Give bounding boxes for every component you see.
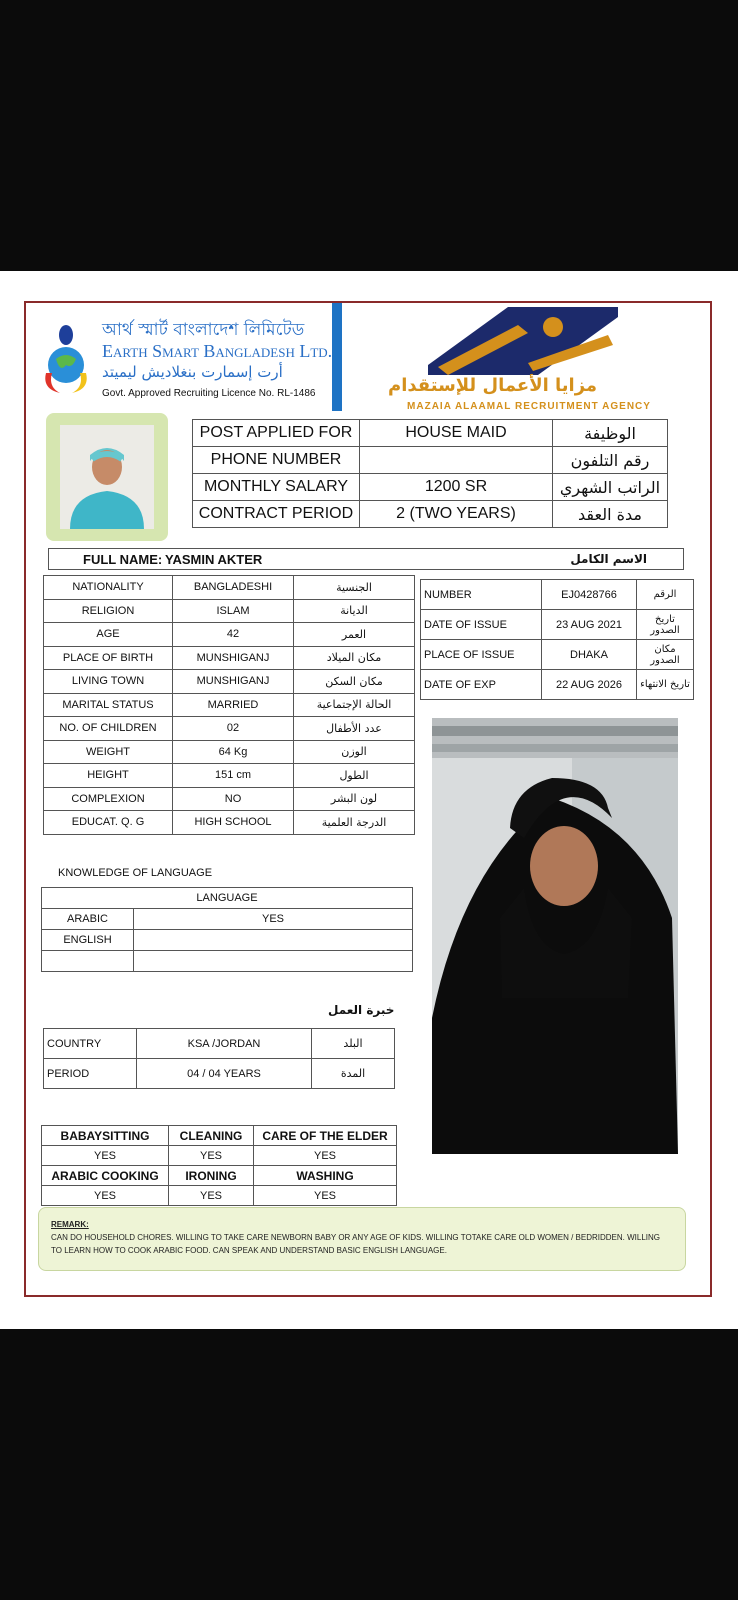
skill-header: CLEANING <box>169 1126 254 1146</box>
personal-arabic: مكان السكن <box>294 670 415 694</box>
globe-logo-icon <box>38 321 94 399</box>
full-name-value: YASMIN AKTER <box>165 552 263 567</box>
language-value: YES <box>134 909 413 930</box>
personal-value: 151 cm <box>173 764 294 788</box>
passport-arabic: مكان الصدور <box>637 640 694 670</box>
header-divider <box>332 303 342 411</box>
table-row <box>42 909 413 930</box>
personal-value: MUNSHIGANJ <box>173 670 294 694</box>
personal-arabic: الحالة الإجتماعية <box>294 693 415 717</box>
mazaia-english-name: MAZAIA ALAAMAL RECRUITMENT AGENCY <box>407 401 651 412</box>
passport-photo <box>60 425 154 529</box>
table-row <box>421 670 694 700</box>
english-company-name: Earth Smart Bangladesh Ltd. <box>102 341 333 361</box>
passport-label: NUMBER <box>421 580 542 610</box>
mazaia-arabic-name: مزايا الأعمال للإستقدام <box>388 375 598 396</box>
skill-header: IRONING <box>169 1166 254 1186</box>
full-name-row <box>48 548 684 570</box>
personal-value: NO <box>173 787 294 811</box>
language-label <box>42 951 134 972</box>
personal-arabic: الوزن <box>294 740 415 764</box>
personal-label: HEIGHT <box>44 764 173 788</box>
language-value <box>134 930 413 951</box>
personal-arabic: الطول <box>294 764 415 788</box>
skill-value: YES <box>254 1186 397 1206</box>
skill-value: YES <box>42 1146 169 1166</box>
table-row <box>42 951 413 972</box>
contract-value: 2 (TWO YEARS) <box>360 501 553 528</box>
mazaia-emblem-icon <box>418 305 628 377</box>
table-row <box>193 447 668 474</box>
period-arabic: المدة <box>312 1059 395 1089</box>
table-row <box>44 740 415 764</box>
phone-value <box>360 447 553 474</box>
passport-label: DATE OF ISSUE <box>421 610 542 640</box>
table-row <box>44 1029 395 1059</box>
skills-table <box>41 1125 397 1206</box>
personal-label: WEIGHT <box>44 740 173 764</box>
personal-value: MARRIED <box>173 693 294 717</box>
personal-label: NO. OF CHILDREN <box>44 717 173 741</box>
full-body-photo <box>432 718 678 1154</box>
language-header: LANGUAGE <box>42 888 413 909</box>
salary-label: MONTHLY SALARY <box>193 474 360 501</box>
passport-value: 22 AUG 2026 <box>542 670 637 700</box>
table-row <box>44 576 415 600</box>
personal-details-table <box>43 575 415 835</box>
table-row <box>42 888 413 909</box>
table-row <box>193 474 668 501</box>
personal-arabic: الدرجة العلمية <box>294 811 415 835</box>
country-value: KSA /JORDAN <box>137 1029 312 1059</box>
document-frame <box>24 301 712 1297</box>
contract-label: CONTRACT PERIOD <box>193 501 360 528</box>
table-row <box>44 623 415 647</box>
personal-value: 64 Kg <box>173 740 294 764</box>
country-arabic: البلد <box>312 1029 395 1059</box>
passport-arabic: تاريخ الصدور <box>637 610 694 640</box>
personal-arabic: الديانة <box>294 599 415 623</box>
bengali-company-name: আর্থ স্মার্ট বাংলাদেশ লিমিটেড <box>102 320 305 340</box>
experience-title: خبرة العمل <box>328 1003 395 1017</box>
remark-label: REMARK: <box>51 1220 89 1229</box>
personal-arabic: مكان الميلاد <box>294 646 415 670</box>
full-name-arabic: الاسم الكامل <box>570 552 647 566</box>
passport-photo-frame <box>46 413 168 541</box>
period-value: 04 / 04 YEARS <box>137 1059 312 1089</box>
experience-table <box>43 1028 395 1089</box>
language-value <box>134 951 413 972</box>
personal-label: PLACE OF BIRTH <box>44 646 173 670</box>
passport-value: EJ0428766 <box>542 580 637 610</box>
personal-arabic: لون البشر <box>294 787 415 811</box>
table-row <box>193 501 668 528</box>
personal-label: EDUCAT. Q. G <box>44 811 173 835</box>
table-row <box>44 787 415 811</box>
licence-number: Govt. Approved Recruiting Licence No. RL-1486 <box>102 388 316 399</box>
full-name-label: FULL NAME: <box>83 552 163 567</box>
table-row <box>44 599 415 623</box>
table-row <box>421 640 694 670</box>
personal-value: ISLAM <box>173 599 294 623</box>
personal-value: MUNSHIGANJ <box>173 646 294 670</box>
passport-details-table <box>420 579 694 700</box>
period-label: PERIOD <box>44 1059 137 1089</box>
cv-sheet <box>0 271 738 1329</box>
skill-value: YES <box>254 1146 397 1166</box>
personal-arabic: العمر <box>294 623 415 647</box>
remark-text: CAN DO HOUSEHOLD CHORES. WILLING TO TAKE CARE NEWBORN BABY OR ANY AGE OF KIDS. WILLING TOTAKE CARE OLD WOMEN / BEDRIDDEN. WILLING TO LEARN HOW TO COOK ARABIC FOOD. CAN SPEAK AND UNDERSTAND BASIC ENGLISH LANGUAGE. <box>51 1233 661 1255</box>
country-label: COUNTRY <box>44 1029 137 1059</box>
language-label: ARABIC <box>42 909 134 930</box>
table-row <box>44 693 415 717</box>
contract-arabic: مدة العقد <box>553 501 668 528</box>
skill-header: ARABIC COOKING <box>42 1166 169 1186</box>
table-row <box>421 610 694 640</box>
table-row <box>42 1166 397 1186</box>
salary-arabic: الراتب الشهري <box>553 474 668 501</box>
skill-value: YES <box>169 1146 254 1166</box>
skill-value: YES <box>169 1186 254 1206</box>
post-value: HOUSE MAID <box>360 420 553 447</box>
passport-value: 23 AUG 2021 <box>542 610 637 640</box>
language-table <box>41 887 413 972</box>
personal-label: COMPLEXION <box>44 787 173 811</box>
table-row <box>42 930 413 951</box>
table-row <box>44 670 415 694</box>
personal-value: HIGH SCHOOL <box>173 811 294 835</box>
language-label: ENGLISH <box>42 930 134 951</box>
arabic-company-name: أرت إسمارت بنغلاديش ليميتد <box>102 363 283 381</box>
passport-arabic: تاريخ الانتهاء <box>637 670 694 700</box>
table-row <box>42 1146 397 1166</box>
passport-label: PLACE OF ISSUE <box>421 640 542 670</box>
personal-label: MARITAL STATUS <box>44 693 173 717</box>
table-row <box>44 764 415 788</box>
language-section-title: KNOWLEDGE OF LANGUAGE <box>58 867 213 879</box>
personal-label: AGE <box>44 623 173 647</box>
personal-label: NATIONALITY <box>44 576 173 600</box>
remark-box <box>38 1207 686 1271</box>
skill-header: BABAYSITTING <box>42 1126 169 1146</box>
earth-smart-logo <box>38 313 333 408</box>
post-table <box>192 419 668 528</box>
personal-arabic: عدد الأطفال <box>294 717 415 741</box>
passport-value: DHAKA <box>542 640 637 670</box>
table-row <box>44 811 415 835</box>
phone-arabic: رقم التلفون <box>553 447 668 474</box>
skill-header: CARE OF THE ELDER <box>254 1126 397 1146</box>
post-label: POST APPLIED FOR <box>193 420 360 447</box>
personal-value: 02 <box>173 717 294 741</box>
personal-value: 42 <box>173 623 294 647</box>
passport-label: DATE OF EXP <box>421 670 542 700</box>
table-row <box>193 420 668 447</box>
personal-label: RELIGION <box>44 599 173 623</box>
passport-arabic: الرقم <box>637 580 694 610</box>
table-row <box>44 646 415 670</box>
mazaia-logo <box>348 305 710 417</box>
personal-value: BANGLADESHI <box>173 576 294 600</box>
phone-label: PHONE NUMBER <box>193 447 360 474</box>
table-row <box>421 580 694 610</box>
skill-value: YES <box>42 1186 169 1206</box>
skill-header: WASHING <box>254 1166 397 1186</box>
table-row <box>44 1059 395 1089</box>
table-row <box>42 1126 397 1146</box>
salary-value: 1200 SR <box>360 474 553 501</box>
personal-label: LIVING TOWN <box>44 670 173 694</box>
post-arabic: الوظيفة <box>553 420 668 447</box>
table-row <box>44 717 415 741</box>
personal-arabic: الجنسية <box>294 576 415 600</box>
table-row <box>42 1186 397 1206</box>
